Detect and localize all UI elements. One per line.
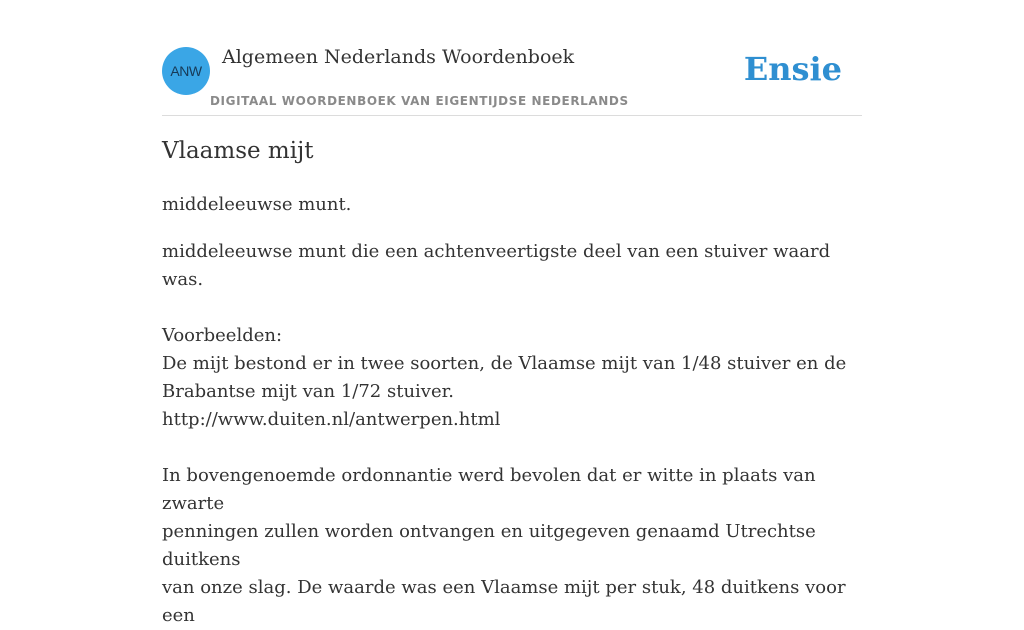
entry-summary: middeleeuwse munt. (162, 194, 352, 215)
site-subtitle: DIGITAAL WOORDENBOEK VAN EIGENTIJDSE NEDERLANDS (210, 94, 629, 108)
examples-label: Voorbeelden: (162, 325, 283, 346)
example-line: In bovengenoemde ordonnantie werd bevolen dat er witte in plaats van zwarte (162, 465, 816, 514)
ensie-logo[interactable]: Ensie (743, 50, 842, 88)
spacer (162, 294, 862, 322)
spacer (162, 434, 862, 462)
anw-logo[interactable]: ANW (162, 47, 210, 95)
example-line: van onze slag. De waarde was een Vlaamse mijt per stuk, 48 duitkens voor een (162, 577, 846, 626)
example-line: penningen zullen worden ontvangen en uitgegeven genaamd Utrechtse duitkens (162, 521, 816, 570)
entry-body (162, 238, 862, 630)
content-container (162, 0, 862, 626)
entry-headword: Vlaamse mijt (162, 138, 314, 164)
site-header (162, 0, 862, 116)
entry-definition: middeleeuwse munt die een achtenveertigste deel van een stuiver waard was. (162, 241, 831, 290)
example-line: De mijt bestond er in twee soorten, de Vlaamse mijt van 1/48 stuiver en de (162, 353, 847, 374)
site-title[interactable]: Algemeen Nederlands Woordenboek (222, 46, 575, 68)
example-source: http://www.duiten.nl/antwerpen.html (162, 409, 501, 430)
example-line: Brabantse mijt van 1/72 stuiver. (162, 381, 454, 402)
